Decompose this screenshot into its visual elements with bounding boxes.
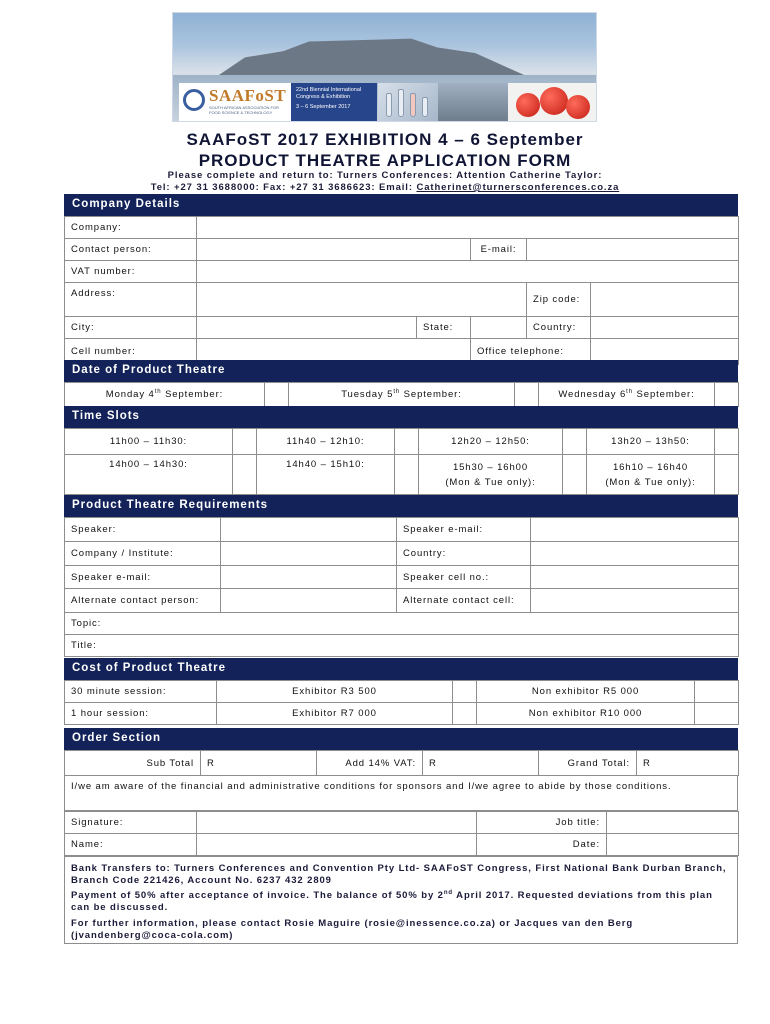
slot-12h20: 12h20 – 12h50:: [419, 429, 563, 455]
slot-12h20-checkbox[interactable]: [563, 429, 587, 455]
alternate-person-label: Alternate contact person:: [65, 589, 221, 613]
30-minute-exhibitor-checkbox[interactable]: [453, 681, 477, 703]
1-hour-exhibitor-checkbox[interactable]: [453, 703, 477, 725]
contact-person-field[interactable]: [197, 239, 471, 261]
req-country-field[interactable]: [531, 542, 739, 566]
alternate-person-field[interactable]: [221, 589, 397, 613]
country-field[interactable]: [591, 317, 739, 339]
contact-person-label: Contact person:: [65, 239, 197, 261]
vat-label: Add 14% VAT:: [317, 751, 423, 776]
date-field[interactable]: [607, 834, 739, 856]
slot-15h30: 15h30 – 16h00 (Mon & Tue only):: [419, 455, 563, 495]
speaker-field[interactable]: [221, 518, 397, 542]
30-minute-non-exhibitor-checkbox[interactable]: [695, 681, 739, 703]
zip-code-field[interactable]: [591, 283, 739, 317]
signature-field[interactable]: [197, 812, 477, 834]
slot-13h20: 13h20 – 13h50:: [587, 429, 715, 455]
speaker-email-field-2[interactable]: [221, 566, 397, 589]
speaker-label: Speaker:: [65, 518, 221, 542]
congress-line-1: 22nd Biennial International: [296, 87, 362, 93]
payment-terms-text: Payment of 50% after acceptance of invoice. The balance of 50% by 2nd April 2017. Requested deviations from this plan can be discussed.: [71, 890, 713, 913]
congress-line-2: Congress & Exhibition: [296, 94, 351, 100]
slot-11h40-checkbox[interactable]: [395, 429, 419, 455]
req-country-label: Country:: [397, 542, 531, 566]
slot-14h00: 14h00 – 14h30:: [65, 455, 233, 495]
tuesday-label: Tuesday 5th September:: [289, 383, 515, 407]
1-hour-non-exhibitor-checkbox[interactable]: [695, 703, 739, 725]
payment-information: [64, 856, 738, 944]
signature-label: Signature:: [65, 812, 197, 834]
slot-16h10: 16h10 – 16h40 (Mon & Tue only):: [587, 455, 715, 495]
sub-total-label: Sub Total: [65, 751, 201, 776]
state-field[interactable]: [471, 317, 527, 339]
slot-11h40: 11h40 – 12h10:: [257, 429, 395, 455]
section-header-order: Order Section: [64, 728, 738, 750]
city-field[interactable]: [197, 317, 417, 339]
slot-11h00: 11h00 – 11h30:: [65, 429, 233, 455]
cost-table: [64, 680, 739, 725]
requirements-table: [64, 517, 739, 657]
1-hour-exhibitor-price: Exhibitor R7 000: [217, 703, 453, 725]
table-mountain-graphic: [213, 31, 533, 79]
wednesday-checkbox[interactable]: [715, 383, 739, 407]
cell-number-label: Cell number:: [65, 339, 197, 365]
wednesday-label: Wednesday 6th September:: [539, 383, 715, 407]
section-header-cost: Cost of Product Theatre: [64, 658, 738, 680]
congress-dates: 3 – 6 September 2017: [296, 104, 351, 110]
topic-field[interactable]: Topic:: [65, 613, 739, 635]
sub-total-field[interactable]: R: [201, 751, 317, 776]
alternate-cell-label: Alternate contact cell:: [397, 589, 531, 613]
logo-ring-icon: [183, 89, 205, 111]
time-slots-table: [64, 428, 739, 495]
speaker-cell-field[interactable]: [531, 566, 739, 589]
name-label: Name:: [65, 834, 197, 856]
page-title: SAAFoST 2017 EXHIBITION 4 – 6 September: [186, 130, 584, 149]
tuesday-checkbox[interactable]: [515, 383, 539, 407]
speaker-email-field[interactable]: [531, 518, 739, 542]
logo-subtitle: SOUTH AFRICAN ASSOCIATION FOR FOOD SCIENCE & TECHNOLOGY: [209, 105, 279, 115]
zip-code-label: Zip code:: [527, 283, 591, 317]
section-header-date: Date of Product Theatre: [64, 360, 738, 382]
title-field[interactable]: Title:: [65, 635, 739, 657]
slot-14h00-checkbox[interactable]: [233, 455, 257, 495]
30-minute-session-label: 30 minute session:: [65, 681, 217, 703]
city-label: City:: [65, 317, 197, 339]
grand-total-field[interactable]: R: [637, 751, 739, 776]
terms-agreement-text: I/we am aware of the financial and administrative conditions for sponsors and I/we agree to abide by those conditions.: [64, 775, 738, 811]
state-label: State:: [417, 317, 471, 339]
30-minute-non-exhibitor-price: Non exhibitor R5 000: [477, 681, 695, 703]
conference-venue-image: [438, 83, 508, 121]
1-hour-non-exhibitor-price: Non exhibitor R10 000: [477, 703, 695, 725]
return-instructions: Please complete and return to: Turners Conferences: Attention Catherine Taylor:: [167, 170, 603, 181]
section-header-requirements: Product Theatre Requirements: [64, 495, 738, 517]
office-telephone-label: Office telephone:: [471, 339, 591, 365]
slot-14h40: 14h40 – 15h10:: [257, 455, 395, 495]
email-field[interactable]: [527, 239, 739, 261]
slot-16h10-checkbox[interactable]: [715, 455, 739, 495]
speaker-email-label: Speaker e-mail:: [397, 518, 531, 542]
company-details-table: [64, 216, 739, 365]
form-title: PRODUCT THEATRE APPLICATION FORM: [198, 151, 572, 170]
contact-email-link[interactable]: Catherinet@turnersconferences.co.za: [416, 182, 620, 193]
header-banner-image: [172, 12, 597, 122]
date-label: Date:: [477, 834, 607, 856]
job-title-field[interactable]: [607, 812, 739, 834]
slot-11h00-checkbox[interactable]: [233, 429, 257, 455]
30-minute-exhibitor-price: Exhibitor R3 500: [217, 681, 453, 703]
company-institute-label: Company / Institute:: [65, 542, 221, 566]
company-institute-field[interactable]: [221, 542, 397, 566]
job-title-label: Job title:: [477, 812, 607, 834]
slot-15h30-checkbox[interactable]: [563, 455, 587, 495]
1-hour-session-label: 1 hour session:: [65, 703, 217, 725]
lab-glassware-image: [378, 83, 438, 121]
saafost-logo: [179, 83, 291, 121]
company-field[interactable]: [197, 217, 739, 239]
vat-number-label: VAT number:: [65, 261, 197, 283]
speaker-email-label-2: Speaker e-mail:: [65, 566, 221, 589]
section-header-company: Company Details: [64, 194, 738, 216]
monday-label: Monday 4th September:: [65, 383, 265, 407]
contact-numbers: Tel: +27 31 3688000: Fax: +27 31 3686623: Email:: [150, 182, 417, 193]
tomatoes-image: [508, 83, 597, 121]
address-label: Address:: [65, 283, 197, 317]
section-header-time-slots: Time Slots: [64, 406, 738, 428]
further-information-text: For further information, please contact Rosie Maguire (rosie@inessence.co.za) or Jacques van den Berg (jvandenberg@coca-cola.com): [71, 918, 634, 941]
signature-table: [64, 811, 739, 856]
logo-text: SAAFoST: [209, 86, 287, 105]
slot-14h40-checkbox[interactable]: [395, 455, 419, 495]
name-field[interactable]: [197, 834, 477, 856]
alternate-cell-field[interactable]: [531, 589, 739, 613]
grand-total-label: Grand Total:: [539, 751, 637, 776]
speaker-cell-label: Speaker cell no.:: [397, 566, 531, 589]
slot-13h20-checkbox[interactable]: [715, 429, 739, 455]
date-table: [64, 382, 739, 407]
country-label: Country:: [527, 317, 591, 339]
congress-badge: [291, 83, 377, 121]
monday-checkbox[interactable]: [265, 383, 289, 407]
order-table: [64, 750, 739, 776]
company-label: Company:: [65, 217, 197, 239]
bank-transfer-text: Bank Transfers to: Turners Conferences and Convention Pty Ltd- SAAFoST Congress, First National Bank Durban Branch, Branch Code 221426, Account No. 6237 432 2809: [71, 863, 727, 886]
vat-field[interactable]: R: [423, 751, 539, 776]
contact-line: [0, 182, 770, 193]
vat-number-field[interactable]: [197, 261, 739, 283]
address-field[interactable]: [197, 283, 527, 317]
email-label: E-mail:: [471, 239, 527, 261]
